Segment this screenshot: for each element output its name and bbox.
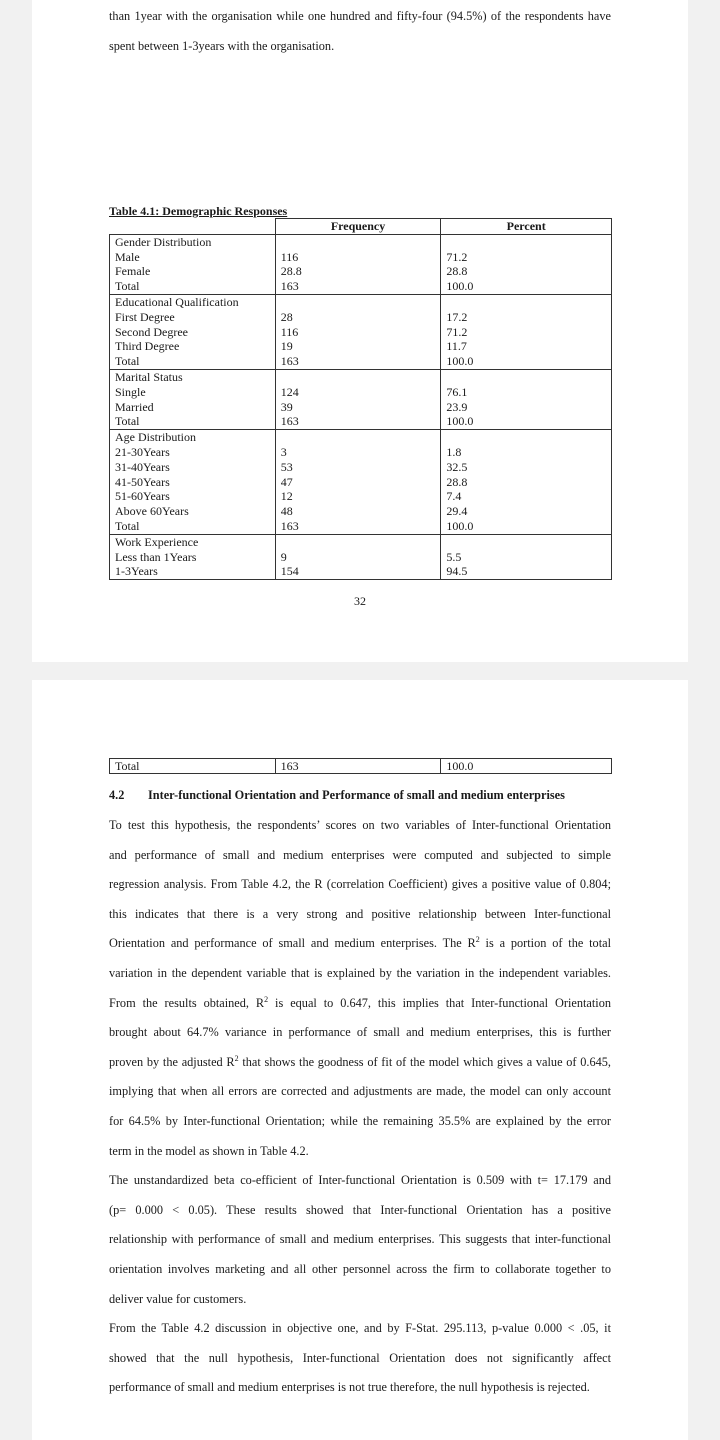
row-percent: 28.8 [446,264,468,279]
group-title: Work Experience [115,534,199,549]
superscript: 2 [475,935,480,945]
group-title: Marital Status [115,369,183,384]
paragraph-1-line: From the results obtained, $R^2$ is equal to 0.647, this implies that Inter-functional Orientation [109,994,611,1010]
spacer [281,295,441,310]
row-frequency: 53 [280,459,293,474]
row-label: 1-3Years [115,564,158,579]
superscript: 2 [234,1053,239,1063]
header-percent: Percent [441,219,612,235]
row-frequency: 163 [280,354,299,369]
group-labels [110,294,276,369]
row-frequency: 163 [280,414,299,429]
row-percent: 17.2 [446,309,468,324]
group-frequencies [275,534,441,579]
row-label: Above 60Years [115,504,189,519]
spacer [446,235,611,250]
row-percent: 100.0 [446,518,474,533]
paragraph-2-line: The unstandardized beta co-efficient of Inter-functional Orientation is 0.509 with t= 17.179 and [109,1173,611,1188]
table-group-row [110,369,612,429]
row-percent: 7.4 [446,489,462,504]
row-percent: 23.9 [446,399,468,414]
paragraph-1-line: this indicates that there is a very strong and positive relationship between Inter-functional [109,906,611,921]
row-frequency: 116 [280,324,299,339]
header-blank [110,219,276,235]
row-percent: 71.2 [446,324,468,339]
spacer [446,295,611,310]
row-percent: 100.0 [441,759,612,774]
row-frequency: 28 [280,309,293,324]
row-frequency: 19 [280,339,293,354]
row-label: Third Degree [115,339,180,354]
spacer [281,235,441,250]
continued-table [109,758,612,774]
page-number: 32 [354,594,366,608]
group-frequencies [275,430,441,535]
row-frequency: 3 [280,444,287,459]
group-labels [110,369,276,429]
row-label: Less than 1Years [115,549,197,564]
paragraph-1-line: and performance of small and medium enterprises were computed and subjected to simple [109,847,611,862]
row-label: 51-60Years [115,489,170,504]
table-group-row [110,534,612,579]
paragraph-1-line: Orientation and performance of small and medium enterprises. The $R^2$ is a portion of the total [109,935,611,951]
group-labels [110,430,276,535]
body-text [109,811,611,1403]
row-percent: 28.8 [446,474,468,489]
group-percents [441,430,612,535]
table-group-row [110,430,612,535]
row-percent: 5.5 [446,549,462,564]
spacer [446,370,611,385]
row-frequency: 163 [275,759,441,774]
row-label: 41-50Years [115,474,170,489]
intro-paragraph [109,2,611,61]
paragraph-2-line: orientation involves marketing and all other personnel across the firm to collaborate together to [109,1261,611,1276]
group-title: Gender Distribution [115,234,212,249]
row-label: Total [115,354,140,369]
paragraph-3-line: showed that the null hypothesis, Inter-functional Orientation does not significantly affect [109,1350,611,1365]
row-frequency: 12 [280,489,293,504]
table-row [110,759,612,774]
group-frequencies [275,369,441,429]
row-percent: 94.5 [446,564,468,579]
table-caption: Table 4.1: Demographic Responses [109,204,288,218]
row-frequency: 163 [280,518,299,533]
table-group-row [110,294,612,369]
row-frequency: 124 [280,384,299,399]
row-label: Total [115,279,140,294]
spacer [281,535,441,550]
group-labels [110,234,276,294]
row-percent: 100.0 [446,279,474,294]
row-percent: 11.7 [446,339,467,354]
paragraph-3-line: From the Table 4.2 discussion in objective one, and by F-Stat. 295.113, p-value 0.000 < .05, it [109,1321,611,1336]
row-frequency: 47 [280,474,293,489]
row-frequency: 154 [280,564,299,579]
row-frequency: 28.8 [280,264,302,279]
text-line: spent between 1-3years with the organisation. [109,38,335,53]
paragraph-1-line: term in the model as shown in Table 4.2. [109,1143,309,1158]
group-percents [441,234,612,294]
row-label: Total [115,414,140,429]
row-label: 21-30Years [115,444,170,459]
row-frequency: 48 [280,504,293,519]
row-label: Married [115,399,154,414]
row-label: 31-40Years [115,459,170,474]
paragraph-1-line: proven by the adjusted $R^2$ that shows the goodness of fit of the model which gives a value of 0.645, [109,1053,611,1069]
demographic-table [109,218,612,580]
paragraph-1-line: To test this hypothesis, the respondents’ scores on two variables of Inter-functional Orientation [109,818,611,832]
document-page-2 [32,680,688,1440]
document-page-1 [32,0,688,662]
row-label: Total [115,518,140,533]
row-label: Single [115,384,146,399]
row-label: Total [110,759,276,774]
row-percent: 71.2 [446,249,468,264]
group-frequencies [275,294,441,369]
group-title: Educational Qualification [115,294,239,309]
row-frequency: 39 [280,399,293,414]
paragraph-1-line: for 64.5% by Inter-functional Orientation; while the remaining 35.5% are explained by the error [109,1113,611,1128]
row-percent: 76.1 [446,384,468,399]
section-heading [109,788,565,803]
table-header-row [110,219,612,235]
group-percents [441,369,612,429]
group-frequencies [275,234,441,294]
paragraph-3-line: performance of small and medium enterprises is not true therefore, the null hypothesis is rejected. [109,1380,590,1395]
section-number: 4.2 [109,788,125,802]
paragraph-2-line: deliver value for customers. [109,1291,247,1306]
row-label: Female [115,264,151,279]
text-line: than 1year with the organisation while one hundred and fifty-four (94.5%) of the respondents have [109,9,611,23]
row-percent: 29.4 [446,504,468,519]
paragraph-1-line: implying that when all errors are corrected and adjustments are made, the model can only account [109,1084,611,1099]
row-percent: 32.5 [446,459,468,474]
paragraph-1-line: brought about 64.7% variance in performance of small and medium enterprises, this is further [109,1025,611,1040]
group-percents [441,534,612,579]
row-frequency: 116 [280,249,299,264]
paragraph-2-line: (p= 0.000 < 0.05). These results showed that Inter-functional Orientation has a positive [109,1202,611,1217]
table-group-row [110,234,612,294]
paragraph-1-line: regression analysis. From Table 4.2, the R (correlation Coefficient) gives a positive value of 0.804; [109,877,611,892]
row-label: First Degree [115,309,175,324]
row-frequency: 163 [280,279,299,294]
spacer [281,370,441,385]
superscript: 2 [264,994,269,1004]
row-percent: 100.0 [446,414,474,429]
spacer [446,430,611,445]
row-label: Second Degree [115,324,188,339]
group-title: Age Distribution [115,430,196,445]
group-labels [110,534,276,579]
row-percent: 100.0 [446,354,474,369]
row-label: Male [115,249,140,264]
header-frequency: Frequency [275,219,441,235]
section-title: Inter-functional Orientation and Performance of small and medium enterprises [148,788,565,802]
row-percent: 1.8 [446,444,462,459]
spacer [446,535,611,550]
paragraph-2-line: relationship with performance of small and medium enterprises. This suggests that inter-functional [109,1232,611,1247]
spacer [281,430,441,445]
row-frequency: 9 [280,549,287,564]
paragraph-1-line: variation in the dependent variable that is explained by the variation in the independent variables. [109,965,611,980]
group-percents [441,294,612,369]
